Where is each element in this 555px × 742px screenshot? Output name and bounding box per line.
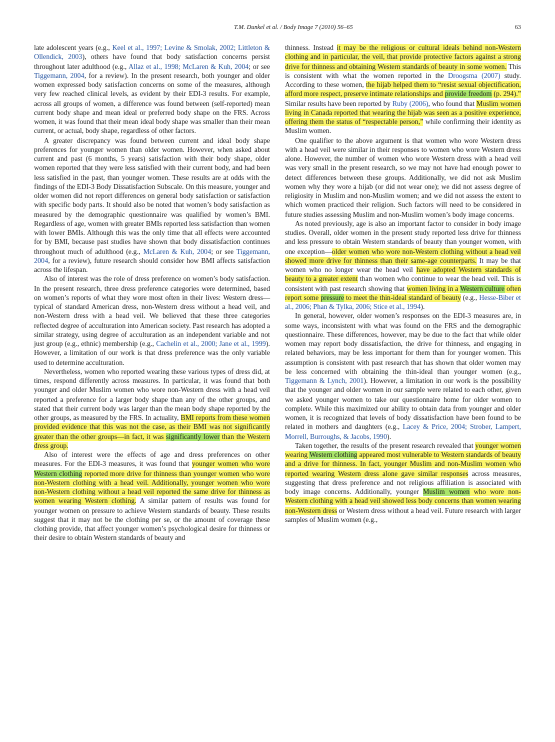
body-text: As noted previously, age is also an important factor to consider in body image studies. Overall, older women in the present study reported less drive for thinness and less pressure to obtain Western standards of beauty than younger women, with one exception—	[285, 219, 521, 256]
body-text: ; or see	[248, 62, 270, 71]
paragraph	[34, 451, 270, 544]
running-header	[34, 24, 521, 36]
right-text-column	[285, 44, 521, 525]
paragraph	[34, 44, 270, 137]
body-text: while confirming their identity as Muslim women.	[285, 118, 521, 136]
highlighted-text: than the Western dress group.	[34, 432, 271, 450]
paragraph	[285, 44, 521, 137]
highlighted-text: often report some	[285, 284, 522, 302]
body-text: , for a review). In the present research, both younger and older women expressed body satisfaction concerns on some of the measures, although very few reached clinical levels, as evident by their EDI-3 results. For example, across all groups of women, a difference was found between (self-reported) mean current body shape and mean ideal or preferred body shape on the FRS. Across women, it was found that their mean ideal body shape was smaller than their mean current, or actual, body shape, regardless of other factors.	[34, 71, 270, 136]
highlighted-text-green: significantly lower	[166, 432, 220, 441]
citation-link[interactable]: Tiggemann, 2004	[34, 247, 270, 265]
highlighted-text: BMI reports from these women provided evidence that this was not the case, as their BMI was not significantly greater than the other groups—in fact, it was	[34, 414, 270, 441]
paragraph	[34, 275, 270, 368]
body-text: thinness. Instead	[285, 44, 337, 52]
body-text: study. According to these women,	[285, 71, 521, 89]
paragraph	[285, 137, 521, 220]
paragraph	[34, 368, 270, 451]
body-text: It may be that women who no longer wear the head veil	[285, 256, 521, 274]
paragraph	[285, 442, 521, 525]
citation-link[interactable]: Cachelin et al., 2000; Jane et al., 1999	[156, 340, 266, 348]
body-text: Taken together, the results of the present research revealed that	[295, 441, 476, 450]
highlighted-text: Muslim women living in Canada reported that wearing the hijab was seen as a positive experience, offering them the status of “respectable person,”	[285, 99, 521, 126]
highlighted-text-green: Western clothing	[34, 469, 83, 478]
body-text: late adolescent years (e.g.,	[34, 44, 113, 52]
body-text: , who found that	[428, 99, 477, 108]
journal-citation: T.M. Dunkel et al. / Body Image 7 (2010) 56–65	[234, 24, 353, 31]
highlighted-text-green: Muslim women	[422, 488, 470, 496]
highlighted-text-green: Western culture	[460, 284, 505, 293]
citation-link[interactable]: Droogsma (2007)	[448, 71, 501, 80]
citation-link[interactable]: Lacey & Price, 2004; Strober, Lampert, Morrell, Burroughs, & Jacobs, 1990	[285, 423, 522, 441]
body-text: ; or see	[211, 247, 237, 256]
citation-link[interactable]: Keel et al., 1997; Levine & Smolak, 2002; Littleton & Ollendick, 2003	[34, 44, 271, 62]
body-text: or Western dress without a head veil. Future research with larger samples of Muslim women (e.g.,	[285, 506, 521, 524]
highlighted-text-green: Western clothing	[309, 451, 358, 459]
highlighted-text: older women who wore non-Western clothing without a head veil showed more drive for thinness than their same-age counterparts.	[285, 247, 521, 265]
body-text: This is consistent with what the women reported in the	[285, 62, 521, 80]
citation-link[interactable]: Ruby (2006)	[392, 99, 429, 108]
body-text: One qualifier to the above argument is that women who wore Western dress with a head veil were similar in their responses to women who wore Western dress alone. However, the number of women who wore Western dress with a head veil was very small in the present research, so we may not have had enough power to detect differences between these groups. Additionally, we did not ask Muslim women why they wore a hijab (or did not wear one); we did not assess degree of religiosity in Muslim and non-Muslim women; and we did not assess the extent to which women practiced their religion. Such factors will need to be considered in future studies assessing Muslim and non-Muslim women’s body image concerns.	[285, 136, 521, 219]
citation-link[interactable]: McLaren & Kuh, 2004	[143, 247, 212, 256]
highlighted-text-green: provide freedom	[444, 90, 492, 99]
citation-link[interactable]: Tiggemann, 2004	[34, 71, 85, 80]
body-text: ).	[386, 432, 392, 441]
highlighted-text: women living in a	[406, 284, 461, 293]
body-text: A greater discrepancy was found between current and ideal body shape preferences for younger women than older women. However, when asked about current and past (6 months, 5 years) satisfaction with their body shape, older women reported that they were less satisfied with their current body, and had been less satisfied in the past, than younger women. These results are at odds with the findings of the EDI-3 Body Dissatisfaction Subscale. On this measure, younger and older women did not report differences on general body satisfaction or satisfaction with specific body parts. It should also be noted that women’s body satisfaction as measured by the demographic questionnaire was qualified by women’s BMI. Regardless of age, women with greater BMIs reported less satisfaction than women with lower BMIs. Although this was the only time that all effects were accounted for by BMI, because past studies have shown that body dissatisfaction continues throughout much of adulthood (e.g.,	[34, 136, 270, 256]
highlighted-text: who wore non-Western clothing with a head veil showed less body concerns than women wearing non-Western dress	[285, 488, 521, 515]
highlighted-text: have adopted Western standards of beauty to a greater extent	[285, 266, 521, 284]
body-text: Nevertheless, women who reported wearing these various types of dress did, at times, respond differently across measures. In particular, it was found that both younger and older Muslim women who wore non-Western dress with a head veil reported a preference for a larger body shape than any of the other groups, and stated that their current body was larger than the mean body shape reported by the other groups, as measured by the FRS. In actuality,	[34, 367, 270, 422]
body-text: Also of interest were the effects of age and dress preferences on other measures. For the EDI-3 measures, it was found that	[34, 451, 270, 469]
highlighted-text-green: pressure	[320, 293, 345, 302]
highlighted-text: appeared most vulnerable to Western standards of beauty and a drive for thinness. In fact, younger Muslim and non-Muslim women who reported wearing Western dress alone gave similar responses	[285, 451, 521, 478]
body-text: A similar pattern of results was found for younger women on pressure to achieve Western standards of beauty. These results suggest that it may not be the clothing per se, or the amount of coverage these clothing provide, that affect younger women’s psychological desire for thinness or their desire to obtain Western standards of beauty and	[34, 497, 270, 543]
citation-link[interactable]: Allaz et al., 1998; McLaren & Kuh, 2004	[128, 62, 249, 71]
body-text: (e.g.,	[460, 293, 480, 302]
body-text: ).	[420, 303, 425, 311]
body-text: , for a review), future research should consider how BMI affects satisfaction across the lifespan.	[34, 256, 270, 274]
body-text: than women who continue to wear the head veil. This is consistent with past research showing that	[285, 275, 522, 293]
citation-link[interactable]: Tiggemann & Lynch, 2001	[285, 377, 364, 385]
highlighted-text: the hijab helped them to “resist sexual objectification, afford more respect, preserve intimate relationships and	[285, 81, 521, 99]
body-text: across measures, suggesting that dress preference and not religious affiliation is associated with body image concerns. Additionally, younger	[285, 469, 521, 496]
highlighted-text: (p. 294).”	[491, 90, 521, 99]
body-text: ). However, a limitation of our work is that dress preference was the only variable used to determine acculturation.	[34, 340, 270, 367]
body-text: Also of interest was the role of dress preference on women’s body satisfaction. In the present research, three dress preference categories were determined, based on women’s reports of what they wore most often in their lives: Western dress—typical of standard American dress, non-Western dress without a head veil, and non-Western dress with a head veil. We believed that these three categories reflected degree of acculturation into American society. Past research has adopted a similar strategy, using degree of acculturation as an independent variable and not just group (e.g., ethnic) membership (e.g.,	[34, 275, 270, 348]
left-text-column	[34, 44, 270, 544]
highlighted-text: younger women wearing	[285, 441, 521, 459]
paragraph	[285, 220, 521, 313]
paragraph	[285, 312, 521, 442]
body-text: ), others have found that body satisfaction concerns persist throughout later adulthood (e.g.,	[34, 53, 270, 71]
body-text: ). However, a limitation in our work is the possibility that the younger and older women in our sample were related to each other, given we asked younger women to take our questionnaire home for older women to complete. While this maximized our ability to obtain data from younger and older women, it is recognized that levels of body dissatisfaction have been found to be related in mothers and daughters (e.g.,	[285, 377, 521, 432]
citation-link[interactable]: Hesse-Biber et al., 2006; Phan & Tylka, 2006; Stice et al., 1994	[285, 293, 521, 311]
page-number: 63	[514, 24, 521, 31]
body-text: In general, however, older women’s responses on the EDI-3 measures are, in some ways, inconsistent with what was found on the FRS and the demographic questionnaire. These differences, however, may be due to the fact that while older women may report body dissatisfaction, the drive for thinness, and engaging in related behaviors, may be less important for them than for younger women. This assumption is consistent with past research that has shown that older women may be less concerned with obtaining the thin-ideal than younger women (e.g.,	[285, 312, 521, 376]
paragraph	[34, 137, 270, 276]
body-text: Similar results have been reported by	[285, 99, 393, 108]
highlighted-text: reported more drive for thinness than younger women who wore non-Western clothing with a head veil. Additionally, younger women who wore non-Western clothing without a head veil reported the same drive for thinness as women wearing Western clothing.	[34, 469, 270, 506]
highlighted-text: it may be the religious or cultural ideals behind non-Western clothing and in particular, the veil, that provide protective factors against a strong drive for thinness and obtaining Western standards of beauty in some women.	[285, 44, 521, 71]
highlighted-text: younger women who wore	[191, 460, 270, 469]
highlighted-text: to meet the thin-ideal standard of beauty	[344, 293, 461, 302]
